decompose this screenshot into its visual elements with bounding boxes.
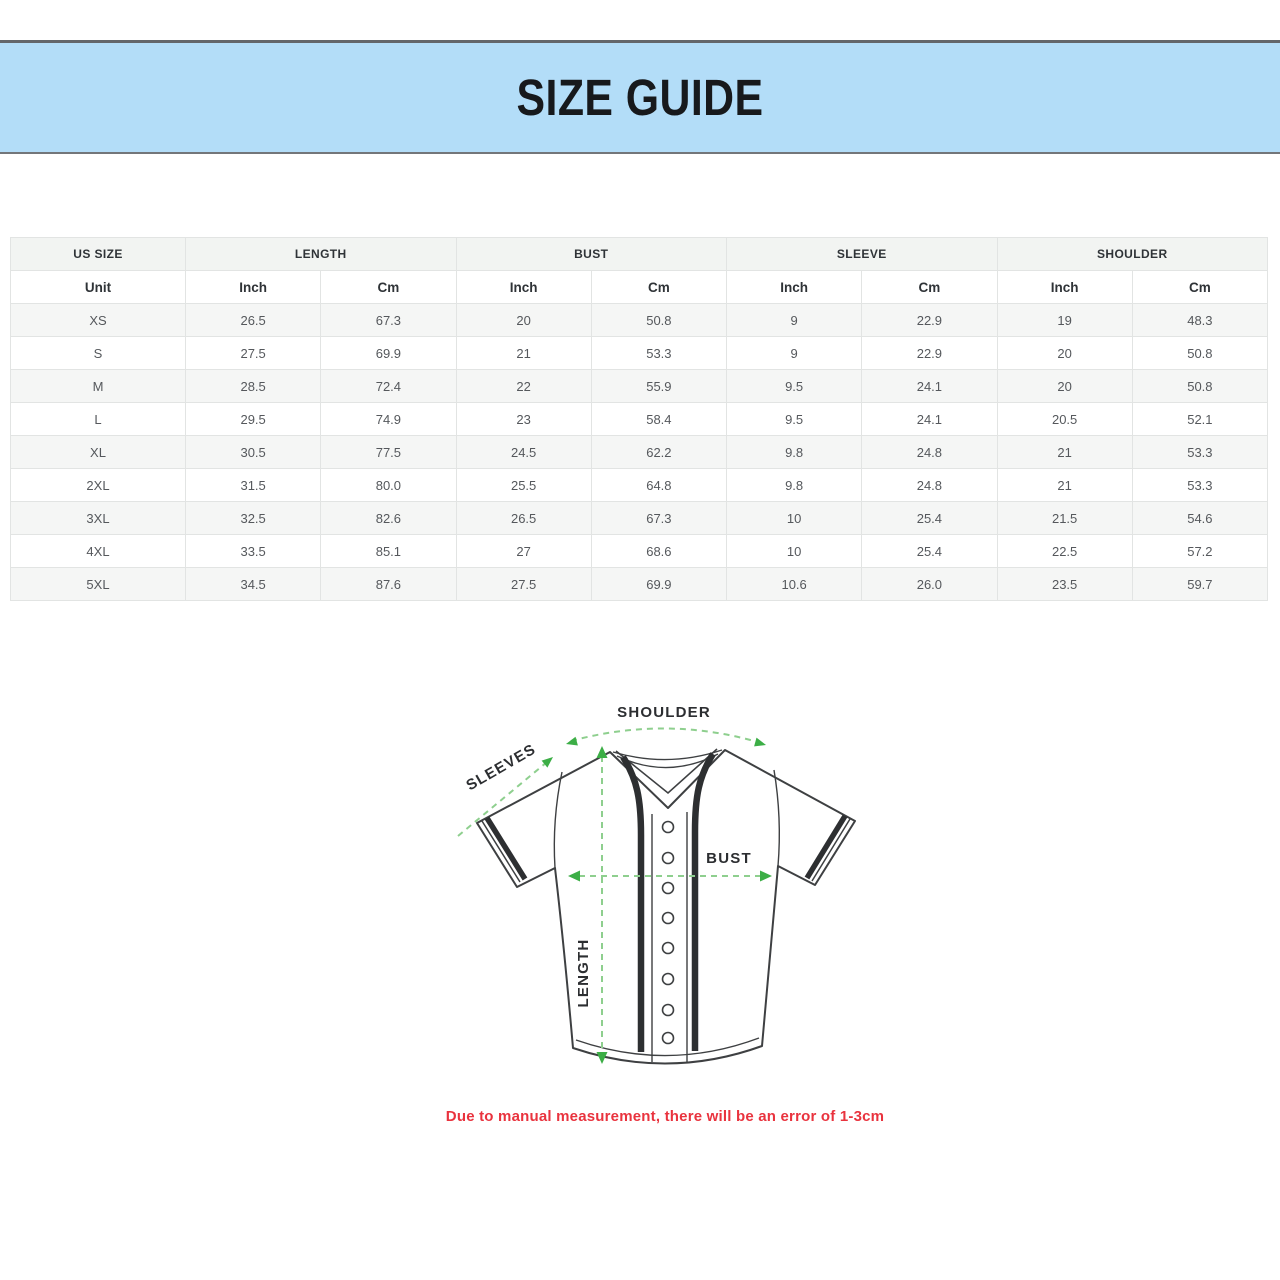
value-cell: 69.9 [591, 568, 726, 601]
value-cell: 25.5 [456, 469, 591, 502]
length-arrow-top [597, 746, 608, 758]
unit-header-cell: Cm [591, 271, 726, 304]
value-cell: 25.4 [862, 535, 997, 568]
value-cell: 23.5 [997, 568, 1132, 601]
value-cell: 21 [997, 469, 1132, 502]
unit-header-cell: Unit [11, 271, 186, 304]
size-cell: M [11, 370, 186, 403]
unit-header-cell: Cm [862, 271, 997, 304]
column-group-bust: BUST [456, 238, 727, 271]
table-row [11, 535, 1268, 568]
size-cell: XL [11, 436, 186, 469]
value-cell: 57.2 [1132, 535, 1267, 568]
shoulder-arrow-left [566, 737, 578, 746]
table-row [11, 337, 1268, 370]
size-cell: XS [11, 304, 186, 337]
value-cell: 23 [456, 403, 591, 436]
value-cell: 24.1 [862, 403, 997, 436]
value-cell: 53.3 [1132, 469, 1267, 502]
shoulder-measure-line [571, 728, 761, 743]
value-cell: 67.3 [591, 502, 726, 535]
measurement-disclaimer: Due to manual measurement, there will be an error of 1-3cm [445, 1108, 885, 1125]
value-cell: 26.5 [186, 304, 321, 337]
table-group-header-row [11, 238, 1268, 271]
value-cell: 77.5 [321, 436, 456, 469]
value-cell: 29.5 [186, 403, 321, 436]
value-cell: 9.8 [727, 436, 862, 469]
unit-header-cell: Inch [997, 271, 1132, 304]
value-cell: 72.4 [321, 370, 456, 403]
value-cell: 10 [727, 535, 862, 568]
value-cell: 53.3 [1132, 436, 1267, 469]
value-cell: 26.5 [456, 502, 591, 535]
value-cell: 20 [456, 304, 591, 337]
size-cell: 5XL [11, 568, 186, 601]
shoulder-label: SHOULDER [617, 704, 711, 721]
value-cell: 24.8 [862, 436, 997, 469]
table-row [11, 502, 1268, 535]
table-row [11, 568, 1268, 601]
value-cell: 10.6 [727, 568, 862, 601]
table-row [11, 403, 1268, 436]
value-cell: 10 [727, 502, 862, 535]
jersey-measurement-diagram [440, 690, 890, 1100]
value-cell: 85.1 [321, 535, 456, 568]
table-row [11, 436, 1268, 469]
value-cell: 21.5 [997, 502, 1132, 535]
page-title: SIZE GUIDE [516, 69, 764, 126]
value-cell: 82.6 [321, 502, 456, 535]
value-cell: 20 [997, 337, 1132, 370]
value-cell: 28.5 [186, 370, 321, 403]
value-cell: 24.1 [862, 370, 997, 403]
size-cell: 4XL [11, 535, 186, 568]
value-cell: 52.1 [1132, 403, 1267, 436]
size-cell: L [11, 403, 186, 436]
value-cell: 9.8 [727, 469, 862, 502]
value-cell: 22.9 [862, 304, 997, 337]
value-cell: 48.3 [1132, 304, 1267, 337]
value-cell: 59.7 [1132, 568, 1267, 601]
value-cell: 58.4 [591, 403, 726, 436]
unit-header-cell: Inch [727, 271, 862, 304]
value-cell: 26.0 [862, 568, 997, 601]
value-cell: 34.5 [186, 568, 321, 601]
column-group-us-size: US SIZE [11, 238, 186, 271]
value-cell: 27.5 [456, 568, 591, 601]
size-cell: S [11, 337, 186, 370]
size-cell: 3XL [11, 502, 186, 535]
value-cell: 21 [997, 436, 1132, 469]
value-cell: 32.5 [186, 502, 321, 535]
value-cell: 64.8 [591, 469, 726, 502]
value-cell: 55.9 [591, 370, 726, 403]
unit-header-cell: Cm [321, 271, 456, 304]
size-guide-banner [0, 40, 1280, 154]
value-cell: 74.9 [321, 403, 456, 436]
column-group-length: LENGTH [186, 238, 457, 271]
value-cell: 50.8 [1132, 337, 1267, 370]
value-cell: 22.9 [862, 337, 997, 370]
column-group-shoulder: SHOULDER [997, 238, 1268, 271]
value-cell: 24.5 [456, 436, 591, 469]
value-cell: 53.3 [591, 337, 726, 370]
size-chart-table [10, 237, 1268, 601]
column-group-sleeve: SLEEVE [727, 238, 998, 271]
value-cell: 27.5 [186, 337, 321, 370]
table-row [11, 370, 1268, 403]
value-cell: 50.8 [1132, 370, 1267, 403]
value-cell: 22.5 [997, 535, 1132, 568]
value-cell: 50.8 [591, 304, 726, 337]
jersey-diagram-svg [440, 690, 890, 1100]
size-cell: 2XL [11, 469, 186, 502]
value-cell: 30.5 [186, 436, 321, 469]
length-label: LENGTH [575, 938, 592, 1008]
value-cell: 68.6 [591, 535, 726, 568]
unit-header-cell: Cm [1132, 271, 1267, 304]
value-cell: 22 [456, 370, 591, 403]
value-cell: 9.5 [727, 370, 862, 403]
value-cell: 25.4 [862, 502, 997, 535]
table-row [11, 469, 1268, 502]
value-cell: 20.5 [997, 403, 1132, 436]
table-unit-header-row [11, 271, 1268, 304]
value-cell: 21 [456, 337, 591, 370]
jersey-outline [477, 750, 855, 1064]
value-cell: 62.2 [591, 436, 726, 469]
value-cell: 31.5 [186, 469, 321, 502]
value-cell: 69.9 [321, 337, 456, 370]
value-cell: 24.8 [862, 469, 997, 502]
value-cell: 27 [456, 535, 591, 568]
value-cell: 20 [997, 370, 1132, 403]
shoulder-arrow-right [754, 738, 766, 747]
unit-header-cell: Inch [456, 271, 591, 304]
value-cell: 9 [727, 304, 862, 337]
unit-header-cell: Inch [186, 271, 321, 304]
value-cell: 33.5 [186, 535, 321, 568]
value-cell: 67.3 [321, 304, 456, 337]
sleeves-label: SLEEVES [463, 740, 540, 795]
size-table-body [11, 304, 1268, 601]
value-cell: 80.0 [321, 469, 456, 502]
value-cell: 9.5 [727, 403, 862, 436]
value-cell: 54.6 [1132, 502, 1267, 535]
value-cell: 19 [997, 304, 1132, 337]
value-cell: 87.6 [321, 568, 456, 601]
bust-label: BUST [706, 850, 752, 867]
value-cell: 9 [727, 337, 862, 370]
table-row [11, 304, 1268, 337]
